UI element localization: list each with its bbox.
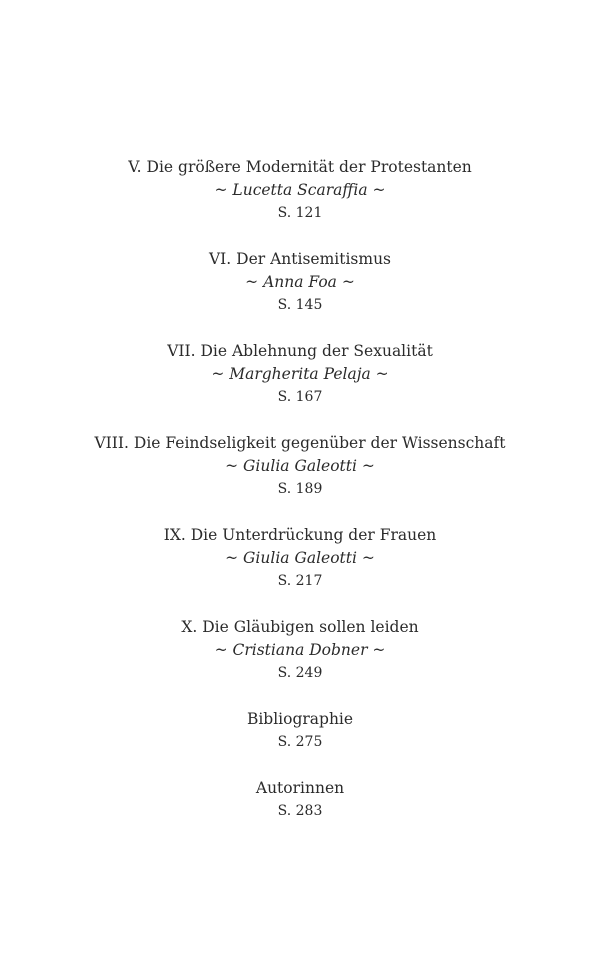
chapter-title: VIII. Die Feindseligkeit gegenüber der Wissenschaft	[94, 434, 506, 452]
page-reference: S. 283	[277, 803, 323, 819]
chapter-author: ~ Margherita Pelaja ~	[211, 365, 389, 383]
page-reference: S. 145	[277, 297, 323, 313]
page-reference: S. 275	[277, 734, 323, 750]
chapter-author: ~ Lucetta Scaraffia ~	[214, 181, 386, 199]
toc-entry-chapter-5	[0, 156, 600, 225]
page-reference: S. 121	[277, 205, 323, 221]
chapter-title: VI. Der Antisemitismus	[208, 250, 392, 268]
chapter-author: ~ Anna Foa ~	[245, 273, 355, 291]
toc-entry-chapter-6	[0, 248, 600, 317]
page-reference: S. 167	[277, 389, 323, 405]
chapter-author: ~ Giulia Galeotti ~	[225, 457, 375, 475]
toc-entry-chapter-10	[0, 616, 600, 685]
chapter-author: ~ Cristiana Dobner ~	[214, 641, 386, 659]
toc-entry-authors	[0, 777, 600, 823]
chapter-title: V. Die größere Modernität der Protestanten	[128, 158, 472, 176]
section-title: Bibliographie	[246, 710, 354, 728]
chapter-title: X. Die Gläubigen sollen leiden	[181, 618, 419, 636]
chapter-author: ~ Giulia Galeotti ~	[225, 549, 375, 567]
page-reference: S. 249	[277, 665, 323, 681]
toc-entry-chapter-9	[0, 524, 600, 593]
toc-entry-chapter-7	[0, 340, 600, 409]
chapter-title: IX. Die Unterdrückung der Frauen	[163, 526, 437, 544]
page-reference: S. 217	[277, 573, 323, 589]
table-of-contents	[0, 156, 600, 846]
toc-entry-bibliography	[0, 708, 600, 754]
toc-entry-chapter-8	[0, 432, 600, 501]
chapter-title: VII. Die Ablehnung der Sexualität	[167, 342, 433, 360]
page-reference: S. 189	[277, 481, 323, 497]
section-title: Autorinnen	[255, 779, 345, 797]
